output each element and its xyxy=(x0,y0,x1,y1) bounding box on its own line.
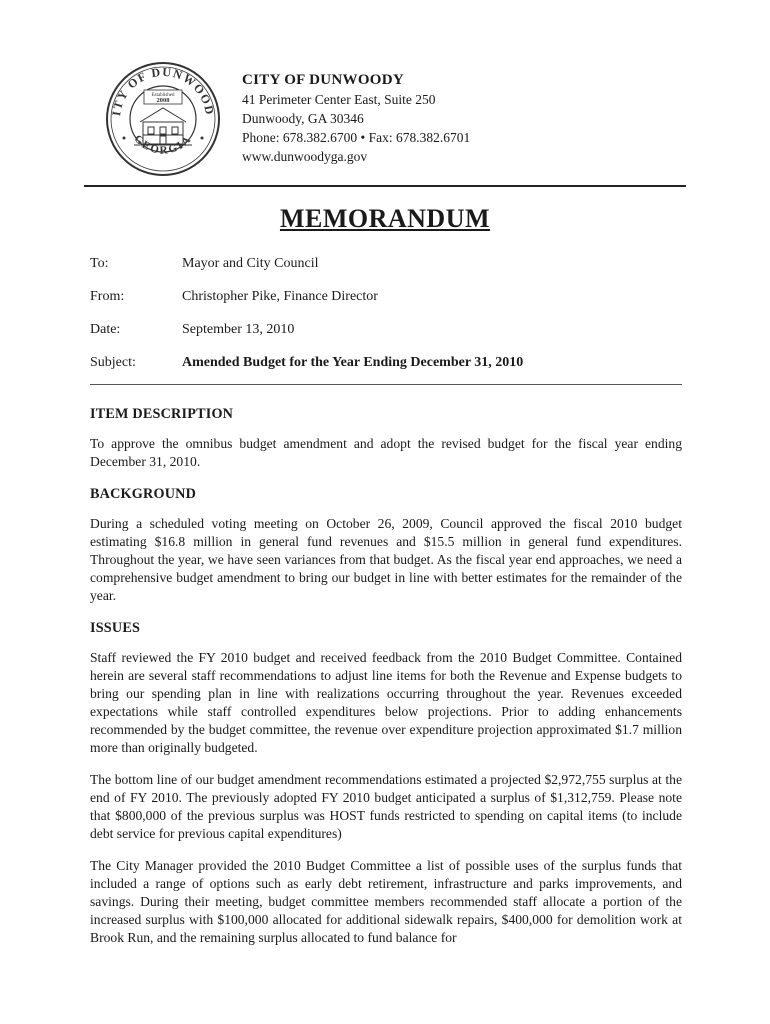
memo-from-value: Christopher Pike, Finance Director xyxy=(182,289,378,304)
memo-header-divider xyxy=(90,384,682,385)
letterhead-address-line1: 41 Perimeter Center East, Suite 250 xyxy=(242,92,436,107)
seal-bottom-text: GEORGIA xyxy=(131,132,195,157)
memo-from-label: From: xyxy=(90,289,125,304)
item-description-heading: ITEM DESCRIPTION xyxy=(90,406,234,422)
header-divider xyxy=(84,185,686,187)
issues-heading: ISSUES xyxy=(90,620,141,636)
seal-top-text: ITY OF DUNWOOD xyxy=(109,64,218,117)
memo-subject-label: Subject: xyxy=(90,355,136,370)
memo-to-label: To: xyxy=(90,256,109,271)
item-description-text: To approve the omnibus budget amendment and adopt the revised budget for the fiscal year ending December 31, 2010. xyxy=(90,436,682,469)
memo-date-value: September 13, 2010 xyxy=(182,322,295,337)
letterhead-address-line2: Dunwoody, GA 30346 xyxy=(242,111,364,126)
farmhouse-icon xyxy=(134,108,192,145)
memo-body xyxy=(90,405,682,961)
background-heading: BACKGROUND xyxy=(90,486,197,502)
svg-text:CITY OF DUNWOODY xyxy=(104,60,217,117)
memo-title: MEMORANDUM xyxy=(279,204,491,233)
issues-paragraph-3: The City Manager provided the 2010 Budget Committee a list of possible uses of the surplus funds that included a range of options such as early debt retirement, infrastructure and parks improvements, and savings. During their meeting, budget committee members recommended staff allocate a portion of the increased surplus with $100,000 allocated for additional sidewalk repairs, $400,000 for demolition work at Brook Run, and the remaining surplus allocated to fund balance for xyxy=(90,858,682,945)
city-seal-logo xyxy=(104,60,222,178)
letterhead-website: www.dunwoodyga.gov xyxy=(242,149,368,164)
background-text: During a scheduled voting meeting on October 26, 2009, Council approved the fiscal 2010 budget estimating $16.8 million in general fund revenues and $15.5 million in general fund expenditures. Throughout the year, we have seen variances from that budget. As the fiscal year end approaches, we need a comprehensive budget amendment to bring our budget in line with better estimates for the remainder of the year. xyxy=(90,516,682,603)
seal-year: 2008 xyxy=(156,97,170,104)
letterhead-city: CITY OF DUNWOODY xyxy=(242,72,405,88)
issues-paragraph-1: Staff reviewed the FY 2010 budget and received feedback from the 2010 Budget Committee. Contained herein are several staff recommendations to adjust line items for both the Revenue and Expense budgets to bring our spending plan in line with realizations occurring throughout the year. Revenues exceeded expectations while staff controlled expenditures below projections. Prior to adding enhancements recommended by the budget committee, the revenue over expenditure projection approximated $1.7 million more than originally budgeted. xyxy=(90,650,682,755)
letterhead-phone-fax: Phone: 678.382.6700 • Fax: 678.382.6701 xyxy=(242,130,471,145)
letterhead xyxy=(242,70,470,166)
issues-paragraph-2: The bottom line of our budget amendment recommendations estimated a projected $2,972,755 surplus at the end of FY 2010. The previously adopted FY 2010 budget anticipated a surplus of $1,312,759. Please note that $800,000 of the previous surplus was HOST funds restricted to spending on capital items (to include debt service for previous capital expenditures) xyxy=(90,772,682,841)
memo-date-label: Date: xyxy=(90,322,121,337)
seal-graphic xyxy=(104,60,222,178)
seal-established: Established xyxy=(151,93,175,98)
memo-subject-value: Amended Budget for the Year Ending December 31, 2010 xyxy=(182,355,524,370)
memo-to-value: Mayor and City Council xyxy=(182,256,319,271)
